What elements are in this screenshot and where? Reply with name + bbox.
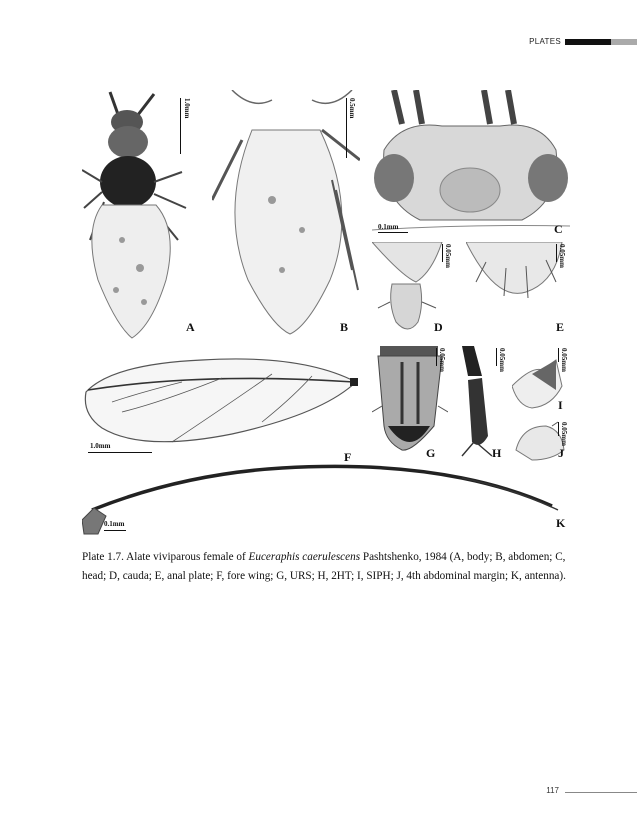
scale-bar-g: [436, 348, 437, 366]
panel-k-antenna: [82, 464, 570, 538]
scale-bar-k: [104, 530, 126, 531]
panel-letter-b: B: [340, 320, 349, 334]
anal-plate-image: [466, 242, 570, 342]
panel-f-fore-wing: [82, 352, 362, 464]
scale-bar-h: [496, 348, 497, 366]
antenna-image: [82, 464, 570, 538]
panel-letter-a: A: [186, 320, 195, 334]
panel-letter-f: F: [344, 450, 352, 464]
panel-letter-j: J: [558, 446, 564, 460]
footer-rule: [565, 792, 637, 793]
panel-h-2ht: [452, 346, 510, 464]
panel-letter-i: I: [558, 398, 563, 412]
scale-label-e: 0.05mm: [558, 244, 566, 268]
scale-bar-j: [558, 422, 559, 436]
panel-letter-d: D: [434, 320, 443, 334]
scale-bar-c: [378, 232, 408, 233]
scale-label-g: 0.05mm: [438, 348, 446, 372]
panel-g-urs: [372, 346, 448, 464]
caption-suffix: Pashtshenko, 1984 (A, body; B, abdomen; C, head; D, cauda; E, anal plate; F, fore wing; G, URS; H, 2HT; I, SIPH; J, 4th abdominal margin; K, antenna).: [82, 551, 566, 582]
scale-label-c: 0.1mm: [378, 223, 399, 231]
scale-label-f: 1.0mm: [90, 442, 111, 450]
caption-species: Euceraphis caerulescens: [248, 551, 361, 563]
scale-bar-e: [556, 244, 557, 262]
scale-label-h: 0.05mm: [498, 348, 506, 372]
panel-letter-c: C: [554, 222, 563, 236]
panel-i-siph: [512, 346, 570, 418]
scale-label-d: 0.05mm: [444, 244, 452, 268]
scale-bar-d: [442, 244, 443, 262]
figure-caption: [82, 548, 572, 586]
panel-letter-g: G: [426, 446, 436, 460]
head-image: [372, 90, 570, 238]
scale-label-a: 1.0mm: [183, 98, 191, 119]
panel-d-cauda: [372, 242, 462, 342]
panel-j-abdominal-margin: [512, 420, 570, 464]
running-header: [417, 36, 637, 50]
caption-prefix: Plate 1.7. Alate viviparous female of: [82, 551, 249, 563]
scale-label-i: 0.05mm: [560, 348, 568, 372]
plate-figure: [82, 90, 570, 538]
scale-bar-b: [346, 98, 347, 158]
panel-c-head: [372, 90, 570, 238]
panel-letter-h: H: [492, 446, 502, 460]
header-bar-grey: [611, 39, 637, 45]
abdomen-image: [212, 90, 360, 342]
panel-b-abdomen: [212, 90, 360, 342]
panel-a-body: [82, 90, 210, 342]
panel-letter-k: K: [556, 516, 566, 530]
panel-e-anal-plate: [466, 242, 570, 342]
fore-wing-image: [82, 352, 362, 464]
body-image: [82, 90, 210, 342]
scale-label-j: 0.05mm: [560, 422, 568, 446]
scale-bar-i: [558, 348, 559, 362]
scale-bar-f: [88, 452, 152, 453]
panel-letter-e: E: [556, 320, 565, 334]
page-footer: [517, 786, 637, 800]
header-bar-black: [565, 39, 611, 45]
scale-label-k: 0.1mm: [104, 520, 125, 528]
page-number: 117: [546, 786, 559, 795]
scale-bar-a: [180, 98, 181, 154]
section-label: PLATES: [529, 37, 561, 46]
scale-label-b: 0.5mm: [348, 98, 356, 119]
